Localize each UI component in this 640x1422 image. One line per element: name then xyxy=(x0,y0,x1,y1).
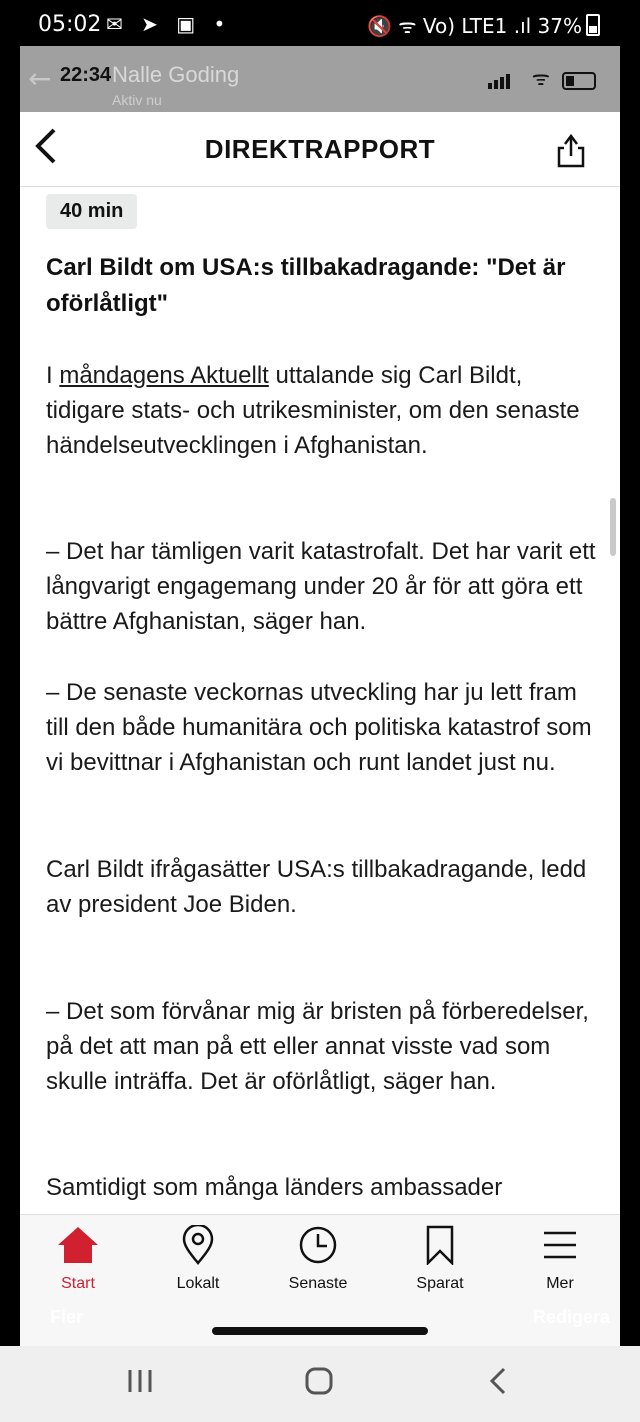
battery-icon xyxy=(586,14,600,36)
paragraph-2: – Det har tämligen varit katastrofalt. Det har varit ett långvarigt engagemang under 20 år för att göra ett bättre Afghanistan, säger han. xyxy=(46,538,596,635)
paragraph-1 xyxy=(46,358,606,463)
ghost-back-arrow-icon: ← xyxy=(28,62,52,95)
ghost-contact-status: Aktiv nu xyxy=(112,92,162,108)
notification-icons: ✉ ➤ ▣ • xyxy=(106,12,232,36)
scrollbar[interactable] xyxy=(610,498,616,556)
recents-button[interactable] xyxy=(126,1366,154,1404)
system-navigation-bar xyxy=(0,1346,640,1422)
ghost-fler-text: Fler xyxy=(50,1307,84,1327)
clock-icon xyxy=(298,1225,338,1265)
nav-lokalt-label: Lokalt xyxy=(176,1275,220,1292)
home-outline-icon xyxy=(304,1366,334,1396)
android-status-bar xyxy=(0,0,640,46)
paragraph-3: – De senaste veckornas utveckling har ju lett fram till den både humanitära och politiska katastrof som vi bevittnar i Afghanistan och runt landet just nu. xyxy=(46,679,592,776)
status-time: 05:02 xyxy=(38,12,102,37)
nav-start-label: Start xyxy=(61,1275,95,1292)
p1-after: uttalande sig Carl Bildt, tidigare stats- och utrikesminister, om den senaste händelseutvecklingen i Afghanistan. xyxy=(46,362,580,459)
nav-mer-label: Mer xyxy=(546,1275,574,1292)
nav-lokalt[interactable] xyxy=(148,1225,248,1293)
article-content[interactable] xyxy=(20,186,620,1214)
time-badge: 40 min xyxy=(46,194,137,229)
signal-icon xyxy=(488,70,512,89)
ghost-contact-name: Nalle Goding xyxy=(112,62,240,87)
paragraph-4: Carl Bildt ifrågasätter USA:s tillbakadragande, ledd av president Joe Biden. xyxy=(46,856,587,918)
inner-battery-icon xyxy=(562,72,596,90)
status-right-icons xyxy=(367,12,600,39)
system-back-icon xyxy=(486,1366,512,1396)
status-right-text: 🔇 ᯤ Vo) LTE1 .ıl 37% xyxy=(366,14,582,38)
share-icon xyxy=(556,132,586,168)
home-icon xyxy=(56,1225,100,1265)
article-headline: Carl Bildt om USA:s tillbakadragande: "Det är oförlåtligt" xyxy=(46,254,566,317)
aktuellt-link[interactable]: måndagens Aktuellt xyxy=(59,362,269,389)
inner-status-time: 22:34 xyxy=(60,64,112,86)
nav-senaste-label: Senaste xyxy=(288,1275,348,1292)
app-header xyxy=(20,112,620,187)
ghost-redigera-text: Redigera xyxy=(532,1307,610,1327)
nav-sparat-label: Sparat xyxy=(416,1275,464,1292)
system-back-button[interactable] xyxy=(486,1366,512,1404)
nav-senaste[interactable] xyxy=(268,1225,368,1293)
bookmark-icon xyxy=(420,1225,460,1265)
nav-sparat[interactable] xyxy=(390,1225,490,1293)
paragraph-5: – Det som förvånar mig är bristen på förberedelser, på det att man på ett eller annat visste vad som skulle inträffa. Det är oförlåtligt, säger han. xyxy=(46,998,589,1095)
home-indicator[interactable] xyxy=(212,1327,428,1335)
home-button[interactable] xyxy=(304,1366,334,1404)
page-title: DIREKTRAPPORT xyxy=(204,134,436,164)
nav-mer[interactable] xyxy=(510,1225,610,1293)
location-pin-icon xyxy=(178,1225,218,1265)
menu-icon xyxy=(540,1225,580,1265)
app-screen xyxy=(20,46,620,1346)
bottom-navigation xyxy=(20,1214,620,1346)
wifi-icon: ᯤ xyxy=(531,66,550,90)
share-button[interactable] xyxy=(556,132,586,172)
p1-before: I xyxy=(46,362,60,389)
recents-icon xyxy=(126,1366,154,1396)
paragraph-6: Samtidigt som många länders ambassader xyxy=(46,1174,503,1201)
nav-start[interactable] xyxy=(28,1225,128,1293)
inner-status-bar xyxy=(20,46,620,112)
